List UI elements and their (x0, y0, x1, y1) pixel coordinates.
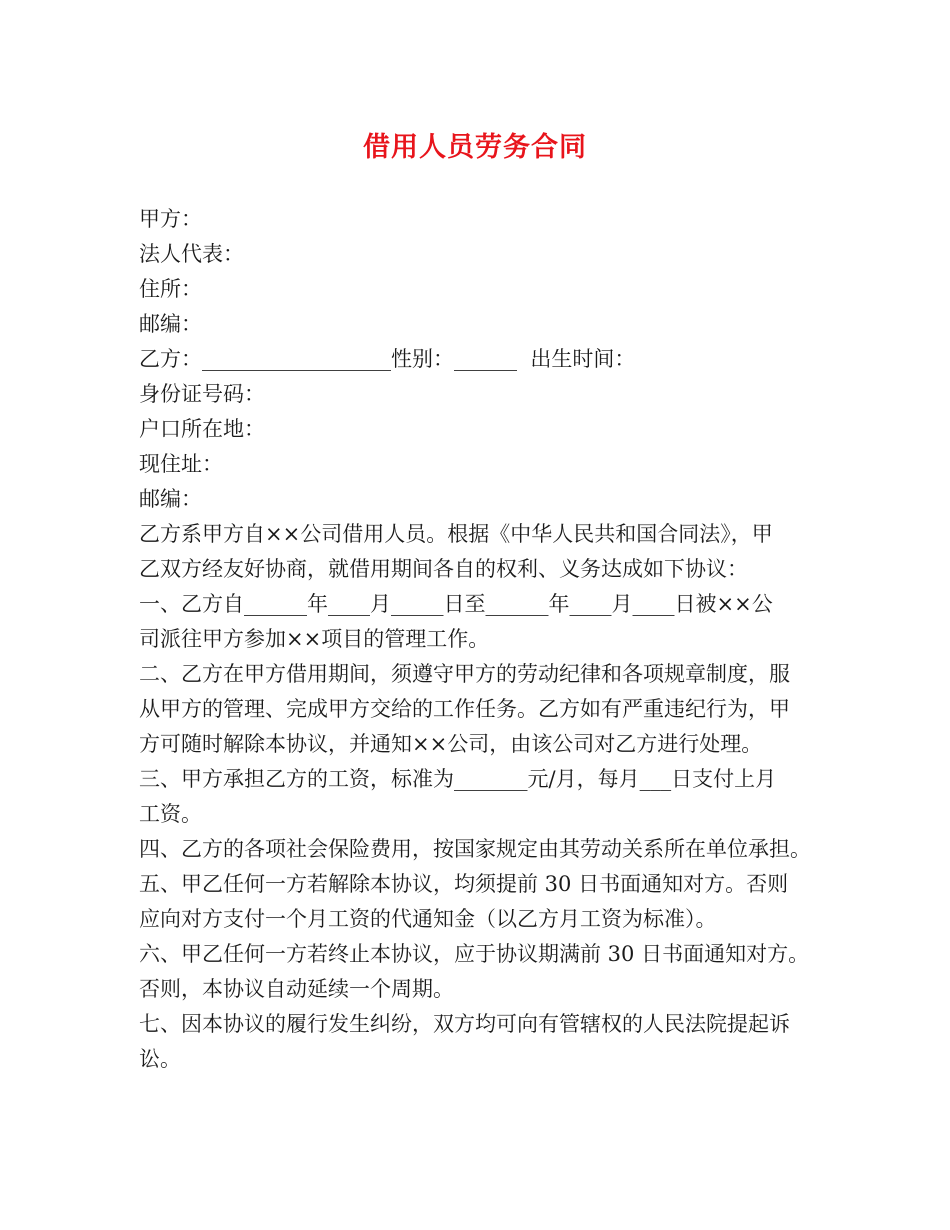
clause-6-line-2: 否则，本协议自动延续一个周期。 (139, 977, 454, 1001)
clause-4-line-1: 四、乙方的各项社会保险费用，按国家规定由其劳动关系所在单位承担。 (139, 837, 811, 861)
clause-7-line-1: 七、因本协议的履行发生纠纷，双方均可向有管辖权的人民法院提起诉 (139, 1012, 790, 1036)
legal-representative-line: 法人代表： (139, 242, 244, 266)
clause-2-line-3: 方可随时解除本协议，并通知××公司，由该公司对乙方进行处理。 (139, 732, 763, 756)
clause-5-line-1: 五、甲乙任何一方若解除本协议，均须提前 30 日书面通知对方。否则 (139, 872, 789, 896)
party-a-line: 甲方： (139, 207, 202, 231)
clause-5-line-2: 应向对方支付一个月工资的代通知金（以乙方月工资为标准）。 (139, 907, 717, 931)
household-registration-line: 户口所在地： (139, 417, 265, 441)
clause-1-line-1: 一、乙方自______年____月_____日至______年____月____日被××公 (139, 592, 773, 616)
clause-3-line-2: 工资。 (139, 802, 202, 826)
preamble-line-1: 乙方系甲方自××公司借用人员。根据《中华人民共和国合同法》，甲 (139, 522, 773, 546)
current-address-line: 现住址： (139, 452, 223, 476)
document-title: 借用人员劳务合同 (363, 132, 587, 163)
clause-2-line-1: 二、乙方在甲方借用期间，须遵守甲方的劳动纪律和各项规章制度，服 (139, 662, 790, 686)
party-a-address-line: 住所： (139, 277, 202, 301)
clause-7-line-2: 讼。 (139, 1047, 181, 1071)
party-b-postcode-line: 邮编： (139, 487, 202, 511)
document-body (139, 202, 829, 1077)
party-a-postcode-line: 邮编： (139, 312, 202, 336)
clause-6-line-1: 六、甲乙任何一方若终止本协议，应于协议期满前 30 日书面通知对方。 (139, 942, 810, 966)
clause-2-line-2: 从甲方的管理、完成甲方交给的工作任务。乙方如有严重违纪行为，甲 (139, 697, 790, 721)
clause-3-line-1: 三、甲方承担乙方的工资，标准为_______元/月，每月___日支付上月 (139, 767, 777, 791)
id-number-line: 身份证号码： (139, 382, 265, 406)
clause-1-line-2: 司派往甲方参加××项目的管理工作。 (139, 627, 490, 651)
party-b-line: 乙方：__________________性别：______ 出生时间： (139, 347, 636, 371)
preamble-line-2: 乙双方经友好协商，就借用期间各自的权利、义务达成如下协议： (139, 557, 748, 581)
